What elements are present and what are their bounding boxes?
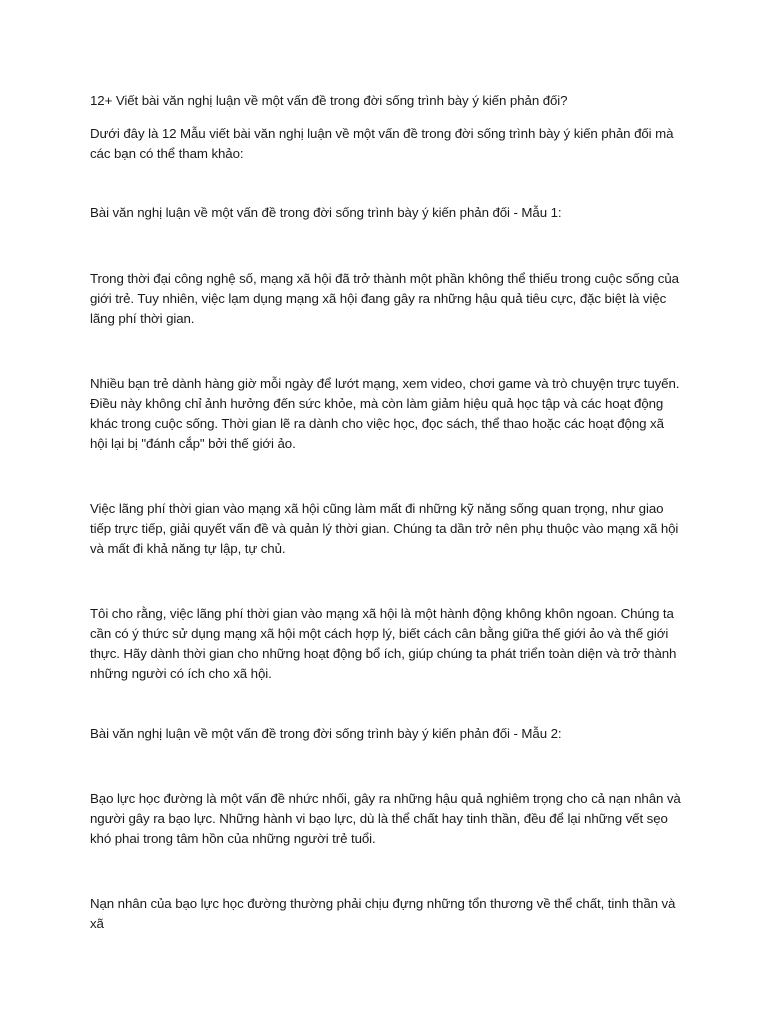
sample-1-paragraph: Trong thời đại công nghệ số, mạng xã hội đã trở thành một phần không thể thiếu trong cuộc sống của giới trẻ. Tuy nhiên, việc lạm dụng mạng xã hội đang gây ra những hậu quả tiêu cực, đặc biệt là việc lãng phí thời gian.	[90, 271, 679, 326]
sample-1-paragraph: Nhiều bạn trẻ dành hàng giờ mỗi ngày để lướt mạng, xem video, chơi game và trò chuyện trực tuyến. Điều này không chỉ ảnh hưởng đến sức khỏe, mà còn làm giảm hiệu quả học tập và các hoạt động khác trong cuộc sống. Thời gian lẽ ra dành cho việc học, đọc sách, thể thao hoặc các hoạt động xã hội lại bị "đánh cắp" bởi thế giới ảo.	[90, 376, 680, 451]
document-title: 12+ Viết bài văn nghị luận về một vấn đề trong đời sống trình bày ý kiến phản đối?	[90, 93, 568, 108]
sample-2-paragraph: Nạn nhân của bạo lực học đường thường phải chịu đựng những tổn thương về thể chất, tinh thần và xã	[90, 896, 676, 931]
document-body	[90, 91, 682, 934]
sample-2-paragraph: Bạo lực học đường là một vấn đề nhức nhối, gây ra những hậu quả nghiêm trọng cho cả nạn nhân và người gây ra bạo lực. Những hành vi bạo lực, dù là thể chất hay tinh thần, đều để lại những vết sẹo khó phai trong tâm hồn của những người trẻ tuổi.	[90, 791, 681, 846]
sample-1-paragraph: Việc lãng phí thời gian vào mạng xã hội cũng làm mất đi những kỹ năng sống quan trọng, như giao tiếp trực tiếp, giải quyết vấn đề và quản lý thời gian. Chúng ta dần trở nên phụ thuộc vào mạng xã hội và mất đi khả năng tự lập, tự chủ.	[90, 501, 679, 556]
sample-1-heading: Bài văn nghị luận về một vấn đề trong đời sống trình bày ý kiến phản đối - Mẫu 1:	[90, 205, 562, 220]
intro-paragraph: Dưới đây là 12 Mẫu viết bài văn nghị luận về một vấn đề trong đời sống trình bày ý kiến phản đối mà các bạn có thể tham khảo:	[90, 126, 674, 161]
sample-1-paragraph: Tôi cho rằng, việc lãng phí thời gian vào mạng xã hội là một hành động không khôn ngoan. Chúng ta cần có ý thức sử dụng mạng xã hội một cách hợp lý, biết cách cân bằng giữa thế giới ảo và thế giới thực. Hãy dành thời gian cho những hoạt động bổ ích, giúp chúng ta phát triển toàn diện và trở thành những người có ích cho xã hội.	[90, 606, 677, 681]
sample-2-heading: Bài văn nghị luận về một vấn đề trong đời sống trình bày ý kiến phản đối - Mẫu 2:	[90, 726, 562, 741]
